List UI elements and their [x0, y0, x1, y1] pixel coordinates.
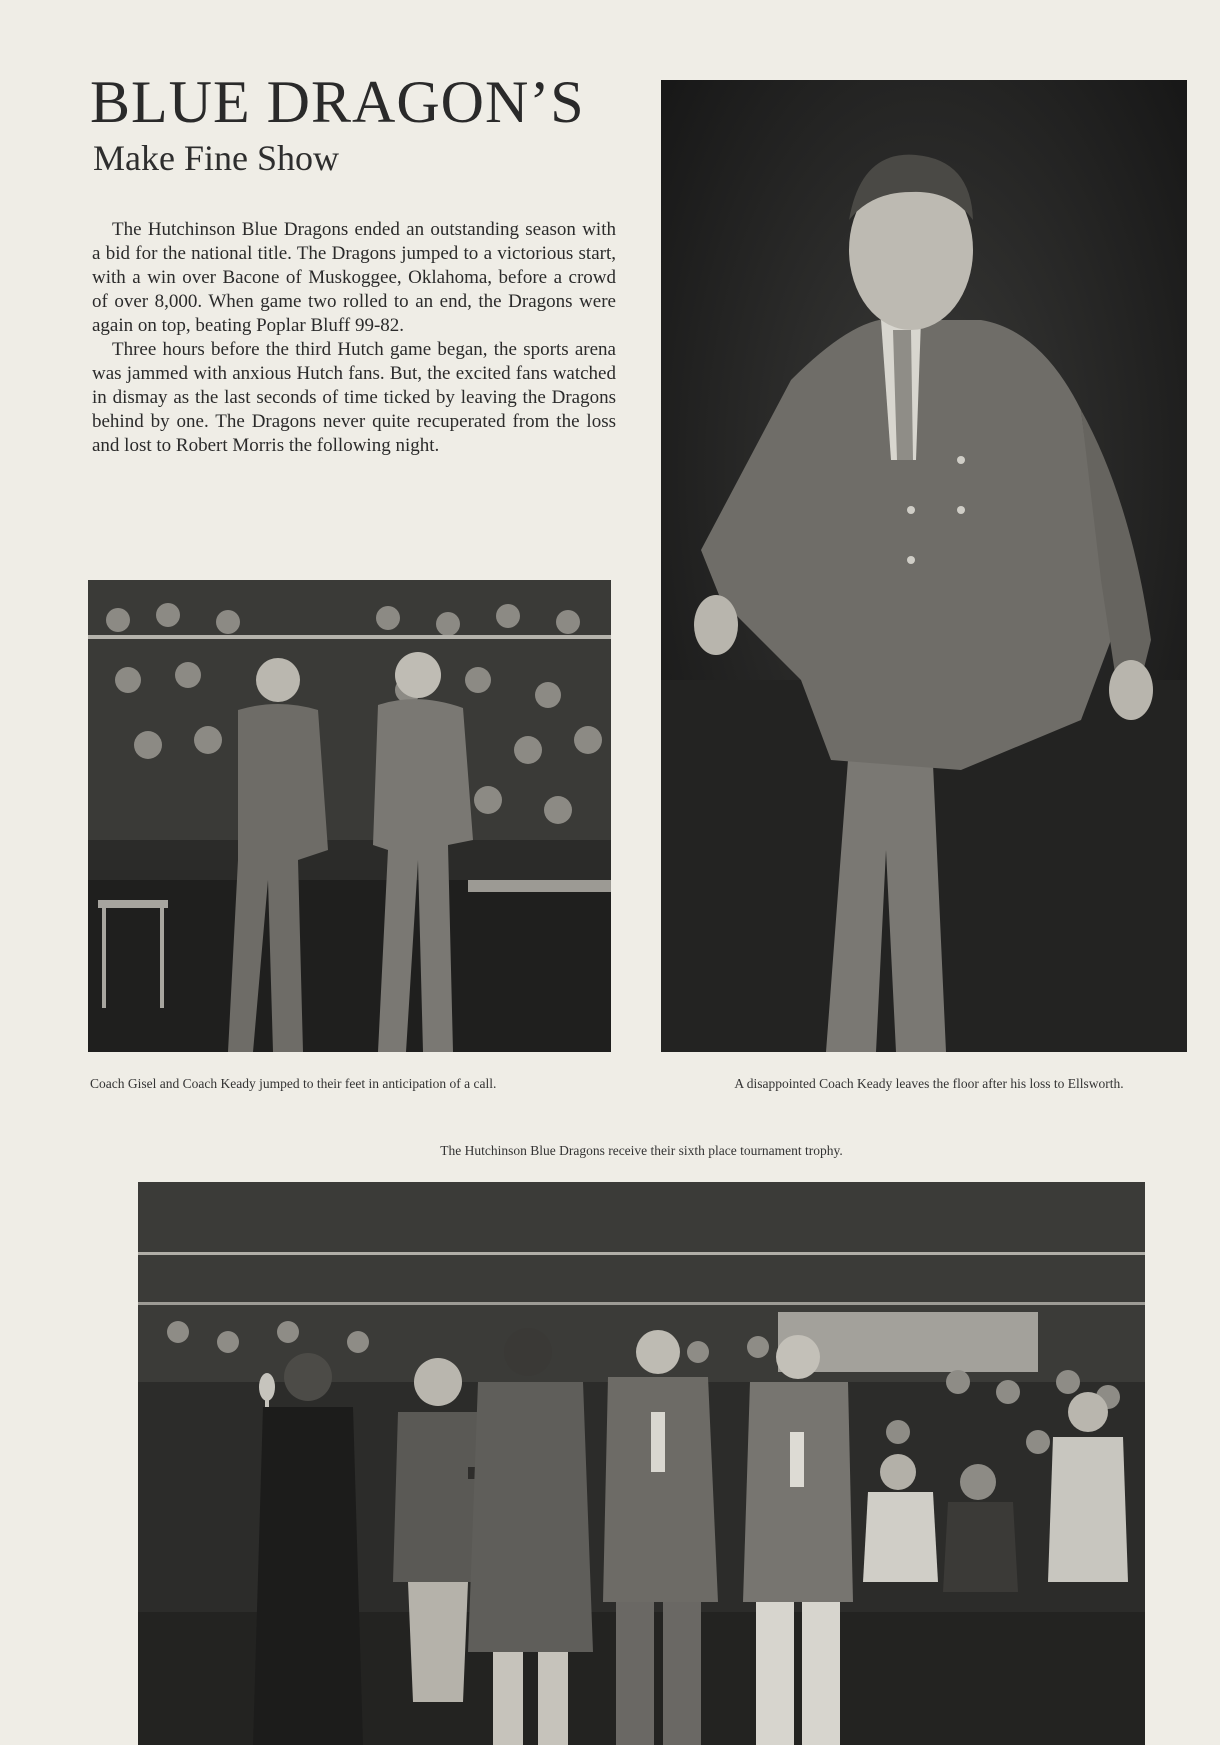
coach-photo-caption: A disappointed Coach Keady leaves the floor after his loss to Ellsworth. [734, 1076, 1124, 1091]
bench-photo-caption: Coach Gisel and Coach Keady jumped to their feet in anticipation of a call. [90, 1076, 497, 1091]
article-paragraph: The Hutchinson Blue Dragons ended an outstanding season with a bid for the national title. The Dragons jumped to a victorious start, with a win over Bacone of Muskoggee, Oklahoma, before a crowd of over 8,000. When game two rolled to an end, the Dragons were again on top, beating Poplar Bluff 99-82. [92, 219, 616, 336]
coach-walking-photo [661, 80, 1187, 1052]
bench-coaches-photo [88, 580, 611, 1052]
trophy-presentation-photo [138, 1182, 1145, 1745]
article-headline: BLUE DRAGON’S [90, 69, 585, 135]
trophy-photo-caption: The Hutchinson Blue Dragons receive their sixth place tournament trophy. [440, 1143, 843, 1158]
article-body [92, 218, 616, 458]
article-subhead: Make Fine Show [93, 138, 339, 178]
article-paragraph: Three hours before the third Hutch game began, the sports arena was jammed with anxious Hutch fans. But, the excited fans watched in dismay as the last seconds of time ticked by leaving the Dragons behind by one. The Dragons never quite recuperated from the loss and lost to Robert Morris the following night. [92, 339, 616, 456]
